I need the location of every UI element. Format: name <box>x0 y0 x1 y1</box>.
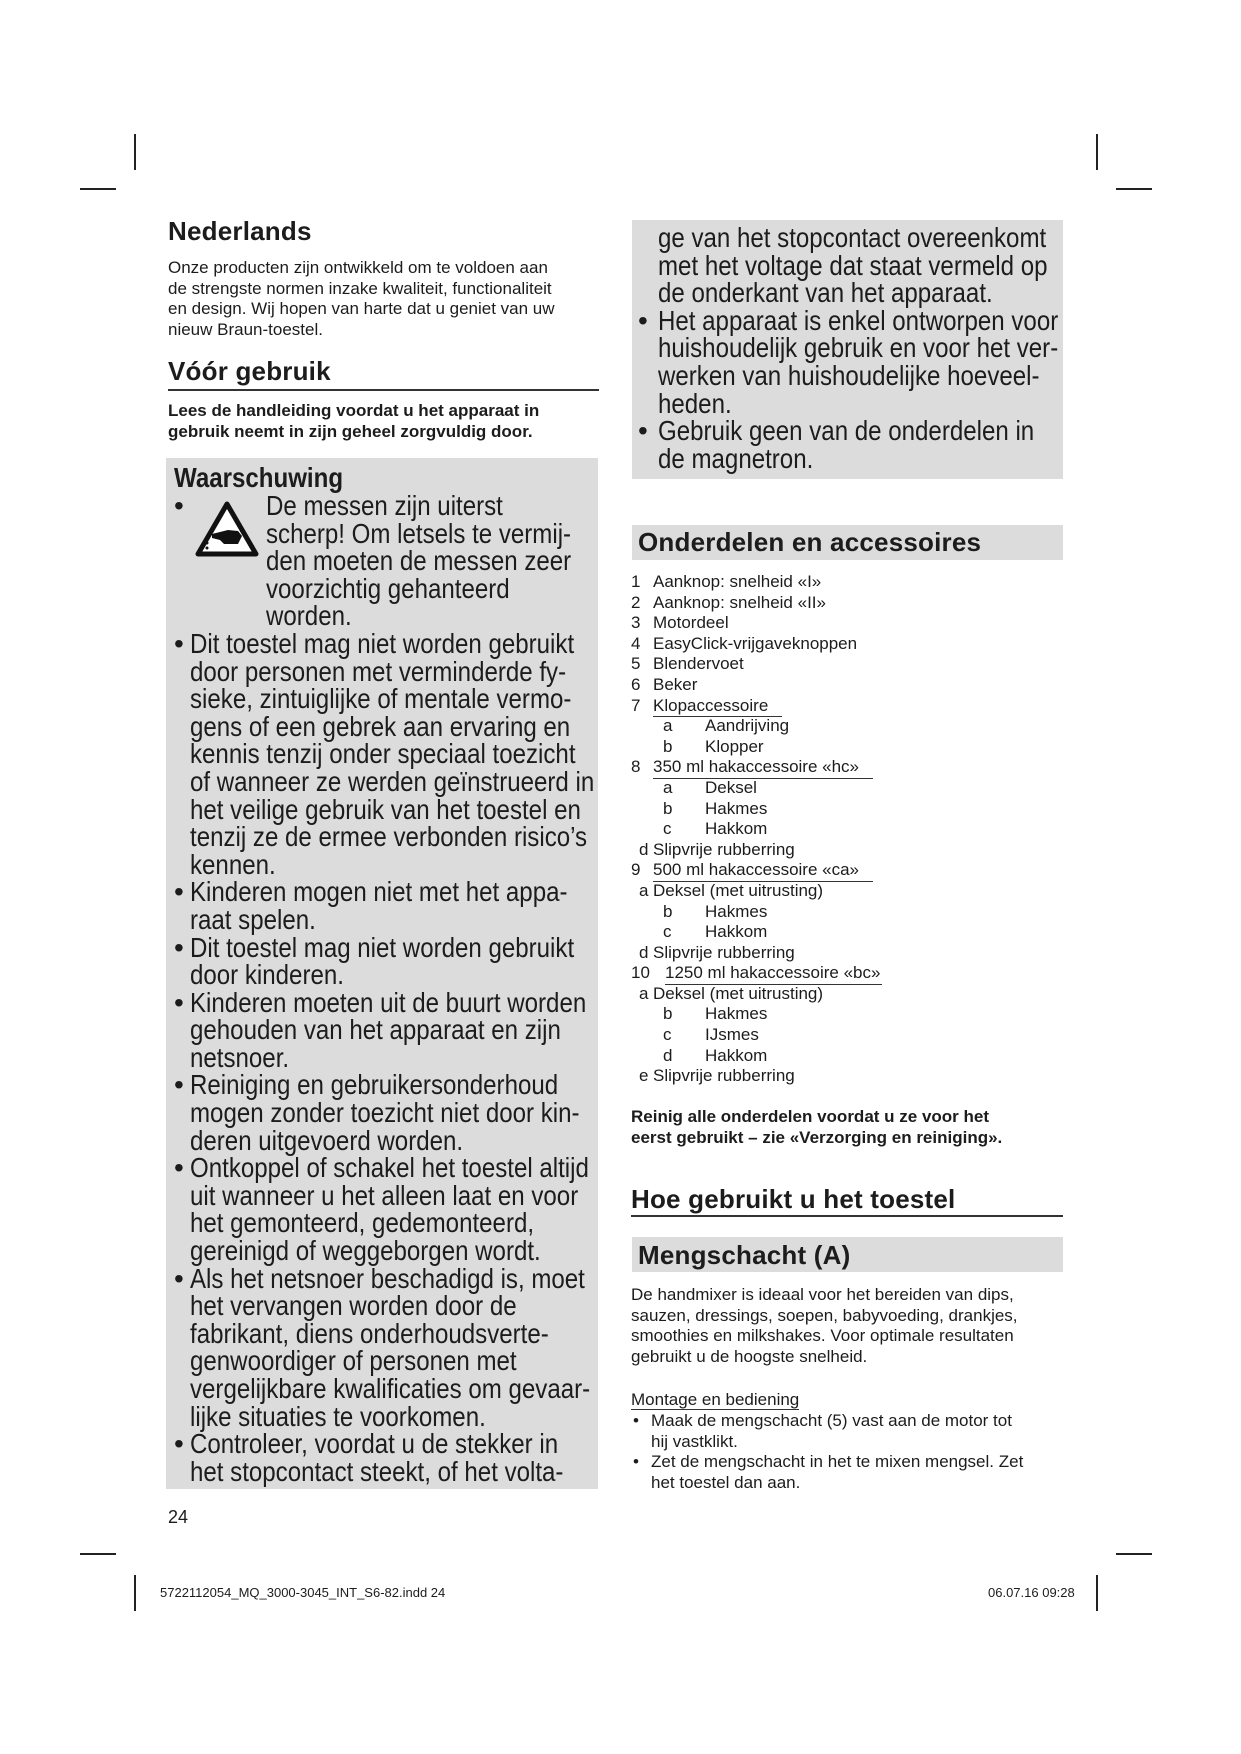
warning-bullet-item <box>174 878 594 933</box>
text-line: door kinderen. <box>190 959 344 991</box>
text-line: werken van huishoudelijke hoeveel- <box>658 359 1040 391</box>
part-label: Hakkom <box>705 1045 768 1065</box>
montage-steps <box>631 1411 1063 1493</box>
parts-list-item <box>631 572 931 593</box>
text-line: en design. Wij hopen van harte dat u geniet van uw <box>168 299 555 319</box>
text-line: ge van het stopcontact overeenkomt <box>658 222 1047 253</box>
part-number: d <box>639 942 649 962</box>
text-line: Reinig alle onderdelen voordat u ze voor het <box>631 1107 990 1126</box>
part-label: Beker <box>653 674 698 694</box>
text-line: lijke situaties te voorkomen. <box>190 1400 486 1432</box>
bullet-icon: • <box>174 627 184 659</box>
text-line: uit wanneer u het alleen laat en voor <box>190 1179 579 1211</box>
text-line: kennis tenzij onder speciaal toezicht <box>190 738 576 770</box>
text-line: het stopcontact steekt, of het volta- <box>190 1455 564 1487</box>
crop-mark <box>1116 1553 1152 1555</box>
part-number: a <box>663 777 673 797</box>
text-line: scherp! Om letsels te vermij- <box>266 517 572 549</box>
montage-step <box>631 1411 1063 1452</box>
part-number: b <box>663 901 673 921</box>
parts-list-item <box>631 902 931 923</box>
text-line: gens of een gebrek aan ervaring en <box>190 710 571 742</box>
part-label: Hakmes <box>705 901 768 921</box>
text-line: netsnoer. <box>190 1041 290 1073</box>
part-number: e <box>639 1066 649 1086</box>
bullet-icon: • <box>174 876 184 908</box>
warning-bullet-item <box>174 1152 594 1267</box>
text-line: gehouden van het apparaat en zijn <box>190 1014 561 1046</box>
text-line: nieuw Braun-toestel. <box>168 319 323 339</box>
warning-bullet-item <box>174 627 595 880</box>
parts-list-item <box>631 1025 931 1046</box>
part-label: Hakmes <box>705 798 768 818</box>
part-label: Motordeel <box>653 613 729 633</box>
text-line: den moeten de messen zeer <box>266 545 572 577</box>
warning-box-continued <box>632 220 1063 479</box>
text-line: Als het netsnoer beschadigd is, moet <box>190 1262 585 1294</box>
warning-bullet-item <box>174 986 594 1073</box>
text-line: vergelijkbare kwalificaties om gevaar- <box>190 1373 591 1404</box>
text-line: Dit toestel mag niet worden gebruikt <box>190 627 575 659</box>
part-label: Klopper <box>705 736 764 756</box>
text-line: gebruik neemt in zijn geheel zorgvuldig door. <box>168 421 533 441</box>
part-number: 6 <box>631 674 641 694</box>
part-label: Slipvrije rubberring <box>653 1066 795 1086</box>
warning-title: Waarschuwing <box>174 462 344 493</box>
text-line: gereinigd of weggeborgen wordt. <box>190 1235 541 1267</box>
text-line: of wanneer ze werden geïnstrueerd in <box>190 765 595 797</box>
text-line: raat spelen. <box>190 903 316 935</box>
page-number: 24 <box>168 1507 189 1527</box>
text-line: Maak de mengschacht (5) vast aan de motor tot <box>651 1411 1012 1430</box>
language-heading: Nederlands <box>168 216 312 246</box>
parts-list-item <box>631 634 931 655</box>
part-label: Hakkom <box>705 922 768 942</box>
part-number: 8 <box>631 757 641 777</box>
montage-step <box>631 1452 1063 1493</box>
parts-list-item <box>631 819 931 840</box>
part-number: 3 <box>631 613 641 633</box>
part-number: 5 <box>631 654 641 674</box>
text-line: Reiniging en gebruikersonderhoud <box>190 1069 559 1101</box>
part-number: 7 <box>631 695 641 715</box>
intro-text <box>168 258 555 340</box>
part-label: Aanknop: snelheid «II» <box>653 592 826 612</box>
text-line: Controleer, voordat u de stekker in <box>190 1428 559 1460</box>
parts-list-item <box>631 757 931 778</box>
part-number: b <box>663 798 673 818</box>
warning-bullet-item <box>174 1262 594 1432</box>
warning-bullet-item <box>638 304 1063 419</box>
text-line: Het apparaat is enkel ontworpen voor <box>658 304 1059 336</box>
part-label: Slipvrije rubberring <box>653 839 795 859</box>
part-label: Deksel (met uitrusting) <box>653 880 824 900</box>
crop-mark <box>1116 188 1152 190</box>
text-line: Onze producten zijn ontwikkeld om te voldoen aan <box>168 258 548 277</box>
crop-mark <box>80 1553 116 1555</box>
part-number: b <box>663 736 673 756</box>
bullet-icon: • <box>638 304 648 336</box>
warning-bullet-item <box>174 1430 594 1485</box>
text-line: De handmixer is ideaal voor het bereiden van dips, <box>631 1285 1014 1304</box>
part-number: 2 <box>631 592 641 612</box>
text-line: mogen zonder toezicht niet door kin- <box>190 1097 580 1129</box>
part-number: 9 <box>631 860 641 880</box>
part-label: Hakkom <box>705 819 768 839</box>
parts-list-item <box>631 696 931 717</box>
part-label: 350 ml hakaccessoire «hc» <box>653 757 873 779</box>
parts-list-item <box>631 963 931 984</box>
warning-bullet-item <box>638 417 1063 472</box>
text-line: het veilige gebruik van het toestel en <box>190 793 581 825</box>
part-number: 4 <box>631 633 641 653</box>
text-line: het vervangen worden door de <box>190 1290 517 1322</box>
bullet-icon: • <box>174 1069 184 1101</box>
warning-box <box>166 458 598 1489</box>
before-use-title: Vóór gebruik <box>168 356 331 386</box>
part-label: IJsmes <box>705 1025 759 1045</box>
warning-bullet-item <box>174 1071 594 1154</box>
crop-mark <box>134 1575 136 1611</box>
bullet-icon: • <box>174 1428 184 1460</box>
parts-list-item <box>631 840 931 861</box>
text-line: Dit toestel mag niet worden gebruikt <box>190 931 575 963</box>
how-to-use-title: Hoe gebruikt u het toestel <box>631 1184 956 1214</box>
section-divider <box>631 1215 1063 1217</box>
text-line: Lees de handleiding voordat u het apparaat in <box>168 401 540 420</box>
part-label: Hakmes <box>705 1004 768 1024</box>
part-label: Blendervoet <box>653 654 744 674</box>
text-line: Zet de mengschacht in het te mixen mengsel. Zet <box>651 1452 1024 1472</box>
part-label: 1250 ml hakaccessoire «bc» <box>665 963 882 985</box>
parts-list <box>631 572 931 1087</box>
bullet-icon: • <box>633 1411 639 1430</box>
part-number: a <box>639 983 649 1003</box>
text-line: Kinderen moeten uit de buurt worden <box>190 986 587 1018</box>
part-label: Deksel <box>705 777 757 797</box>
text-line: het gemonteerd, gedemonteerd, <box>190 1207 535 1239</box>
bullet-icon: • <box>174 1262 184 1294</box>
warning-list <box>174 492 594 1485</box>
parts-list-item <box>631 881 931 902</box>
mengschacht-title: Mengschacht (A) <box>638 1240 851 1270</box>
text-line: genwoordiger of personen met <box>190 1345 517 1377</box>
text-line: Gebruik geen van de onderdelen in <box>658 415 1035 447</box>
parts-list-item <box>631 778 931 799</box>
how-to-use-intro <box>631 1285 1018 1367</box>
parts-list-item <box>631 716 931 737</box>
parts-note <box>631 1107 1002 1148</box>
text-line: door personen met verminderde fy- <box>190 655 567 687</box>
section-divider <box>168 389 599 391</box>
parts-title: Onderdelen en accessoires <box>638 527 982 557</box>
parts-list-item <box>631 675 931 696</box>
text-line: tenzij ze de ermee verbonden risico’s <box>190 821 588 853</box>
text-line: gebruikt u de hoogste snelheid. <box>631 1346 868 1366</box>
part-number: 1 <box>631 572 641 591</box>
text-line: Ontkoppel of schakel het toestel altijd <box>190 1152 589 1184</box>
part-number: a <box>639 880 649 900</box>
crop-mark <box>1096 1575 1098 1611</box>
crop-mark <box>1096 134 1098 170</box>
bullet-icon: • <box>174 931 184 963</box>
bullet-icon: • <box>174 986 184 1018</box>
parts-list-item <box>631 654 931 675</box>
part-label: Klopaccessoire <box>653 696 782 718</box>
text-line: voorzichtig gehanteerd <box>266 572 510 604</box>
text-line: heden. <box>658 387 732 419</box>
text-line: Kinderen mogen niet met het appa- <box>190 876 568 908</box>
part-number: 10 <box>631 963 650 983</box>
parts-list-item <box>631 943 931 964</box>
parts-list-item <box>631 799 931 820</box>
part-label: Aanknop: snelheid «I» <box>653 572 822 591</box>
text-line: sieke, zintuiglijke of mentale vermo- <box>190 683 572 715</box>
parts-list-item <box>631 984 931 1005</box>
text-line: de magnetron. <box>658 442 814 474</box>
text-line: de strengste normen inzake kwaliteit, functionaliteit <box>168 278 552 298</box>
part-number: c <box>663 819 672 839</box>
warning-bullet-item <box>174 492 594 630</box>
text-line: kennen. <box>190 848 276 880</box>
part-number: a <box>663 716 673 736</box>
footer-file: 5722112054_MQ_3000-3045_INT_S6-82.indd 24 <box>160 1585 446 1600</box>
parts-list-item <box>631 922 931 943</box>
text-line: smoothies en milkshakes. Voor optimale resultaten <box>631 1326 1014 1346</box>
part-label: Deksel (met uitrusting) <box>653 983 824 1003</box>
part-number: b <box>663 1004 673 1024</box>
parts-list-item <box>631 613 931 634</box>
text-line: de onderkant van het apparaat. <box>658 277 993 309</box>
warning-bullet-item <box>174 931 594 991</box>
parts-list-item <box>631 593 931 614</box>
part-label: Slipvrije rubberring <box>653 942 795 962</box>
crop-mark <box>134 134 136 170</box>
part-label: Aandrijving <box>705 716 790 736</box>
text-line: De messen zijn uiterst <box>266 490 503 521</box>
part-number: c <box>663 1025 672 1045</box>
parts-list-item <box>631 860 931 881</box>
bullet-icon: • <box>638 415 648 447</box>
text-line: huishoudelijk gebruik en voor het ver- <box>658 332 1059 364</box>
text-line: fabrikant, diens onderhoudsverte- <box>190 1317 549 1349</box>
before-use-text <box>168 401 539 442</box>
part-label: 500 ml hakaccessoire «ca» <box>653 860 873 882</box>
parts-list-item <box>631 1066 931 1087</box>
mengschacht-title-bar <box>632 1237 1063 1272</box>
part-number: c <box>663 922 672 942</box>
text-line: worden. <box>266 600 352 632</box>
crop-mark <box>80 188 116 190</box>
bullet-icon: • <box>174 1152 184 1184</box>
text-line: deren uitgevoerd worden. <box>190 1124 464 1156</box>
text-line: eerst gebruikt – zie «Verzorging en reiniging». <box>631 1127 1003 1147</box>
text-line: het toestel dan aan. <box>651 1472 801 1492</box>
parts-list-item <box>631 1046 931 1067</box>
text-line: sauzen, dressings, soepen, babyvoeding, drankjes, <box>631 1305 1018 1325</box>
text-line: met het voltage dat staat vermeld op <box>658 249 1048 281</box>
footer-date: 06.07.16 09:28 <box>988 1585 1075 1600</box>
part-number: d <box>639 839 649 859</box>
text-line: hij vastklikt. <box>651 1431 738 1451</box>
bullet-icon: • <box>633 1452 639 1472</box>
parts-title-bar <box>632 525 1063 560</box>
parts-list-item <box>631 737 931 758</box>
bullet-icon: • <box>174 490 184 521</box>
part-number: d <box>663 1045 673 1065</box>
parts-list-item <box>631 1004 931 1025</box>
montage-title: Montage en bediening <box>631 1390 800 1409</box>
part-label: EasyClick-vrijgaveknoppen <box>653 633 858 653</box>
